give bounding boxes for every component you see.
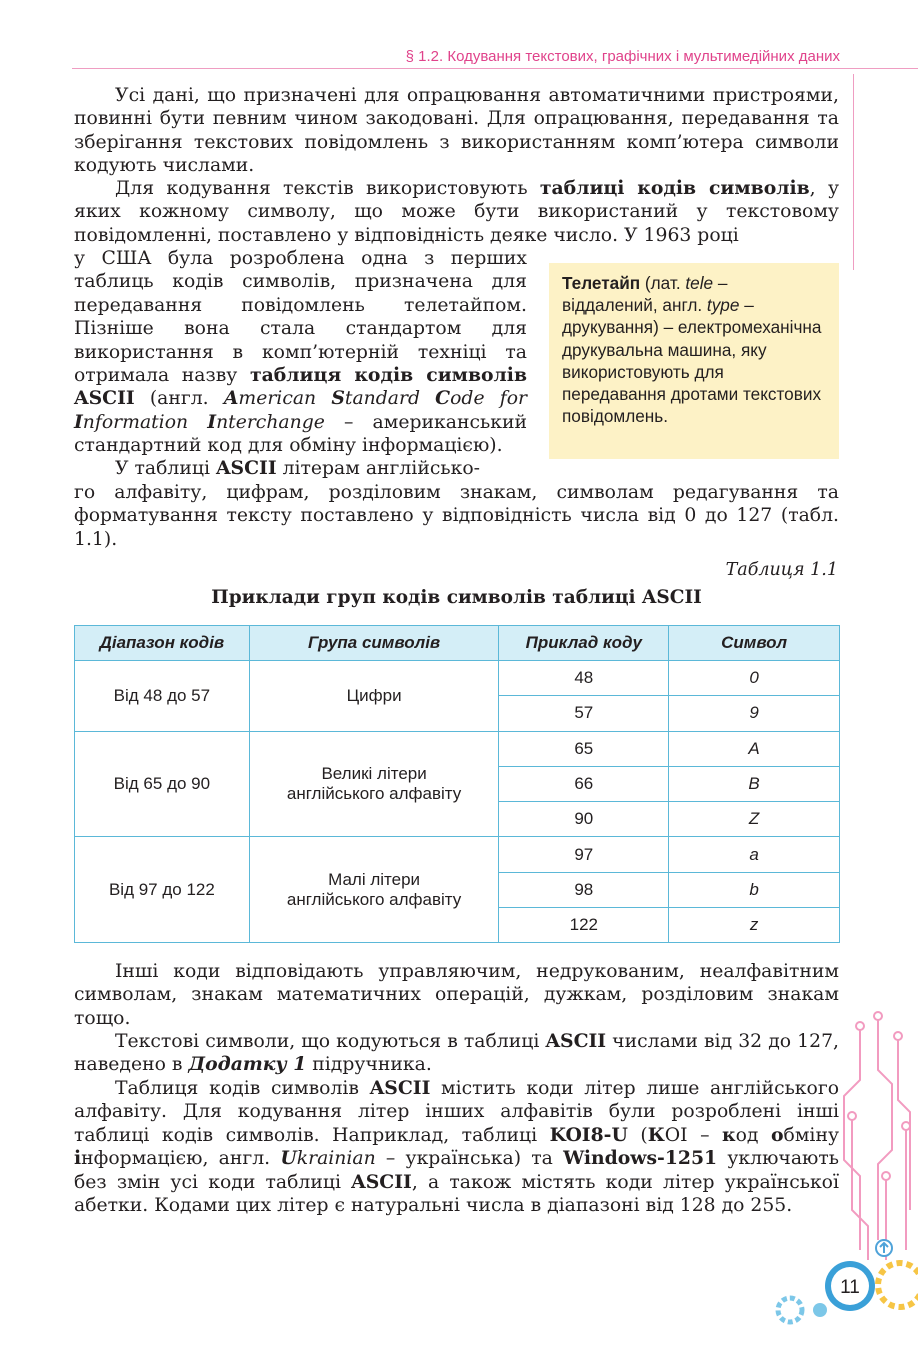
range-cell: Від 97 до 122 xyxy=(75,837,250,943)
group-cell xyxy=(249,731,499,837)
symbol-cell: 0 xyxy=(669,661,840,696)
teletype-note xyxy=(549,263,839,459)
range-cell: Від 48 до 57 xyxy=(75,661,250,732)
code-cell: 66 xyxy=(499,766,669,801)
text: – друкування) – електромеханічна друкувальна машина, яку використовують для передавання дротами текстових повідомлень. xyxy=(562,295,822,427)
term-windows-1251: Windows-1251 xyxy=(563,1147,718,1170)
text: – віддалений, англ. xyxy=(562,273,728,316)
term-code-tables: таблиці кодів символів xyxy=(539,177,810,199)
initial: к xyxy=(722,1123,736,1146)
text: числами від 32 до 127, наведено в xyxy=(74,1031,839,1076)
initial: К xyxy=(647,1123,665,1146)
symbol-cell: A xyxy=(669,731,840,766)
text: , а також містять коди літер української абетки. Кодами цих літер є натуральні числа в діапазоні від 128 до 255. xyxy=(74,1171,839,1217)
table-header-row xyxy=(75,626,840,661)
table-number: Таблиця 1.1 xyxy=(725,560,838,580)
paragraph-intro: Усі дані, що призначені для опрацювання автоматичними пристроями, повинні бути певним чином закодовані. Для опрацювання, передавання та зберігання текстових повідомлень з використанням комп’ютера символи кодують числами. xyxy=(74,85,839,177)
text: ode for xyxy=(450,388,527,410)
symbol-cell: z xyxy=(669,908,840,943)
text: Таблиця кодів символів xyxy=(115,1078,370,1099)
text: – українська) та xyxy=(375,1148,564,1170)
paragraph-appendix xyxy=(74,1030,839,1077)
note-term: Телетайп xyxy=(562,273,641,293)
paragraph-ascii-history xyxy=(74,247,527,458)
term-ascii: ASCII xyxy=(369,1077,431,1099)
text: у США була розроблена одна з перших таблиць кодів символів, призначена для передавання повідомлень телетайпом. Пізніше вона стала стандартом для використання в комп’ютерній техніці та отримала назву xyxy=(74,248,527,387)
term-ascii: таблиця кодів символів ASCII xyxy=(74,364,527,410)
table-title: Приклади груп кодів символів таблиці ASCII xyxy=(211,587,702,608)
range-cell: Від 65 до 90 xyxy=(75,731,250,837)
code-cell: 98 xyxy=(499,872,669,907)
column-header: Символ xyxy=(669,626,840,661)
text: – американський стандартний код для обміну інформацією). xyxy=(74,411,527,457)
code-cell: 48 xyxy=(499,661,669,696)
term-ascii: ASCII xyxy=(351,1170,412,1193)
group-line: англійського алфавіту xyxy=(286,784,462,804)
running-header: § 1.2. Кодування текстових, графічних і мультимедійних даних xyxy=(405,48,840,65)
initial: S xyxy=(331,387,345,410)
table-row xyxy=(75,837,840,872)
appendix-reference: Додатку 1 xyxy=(188,1053,307,1076)
initial: A xyxy=(223,387,239,410)
initial: U xyxy=(280,1147,297,1170)
initial: і xyxy=(74,1147,82,1170)
gear-icon xyxy=(778,1298,802,1322)
paragraph-ascii-range: го алфавіту, цифрам, розділовим знакам, символам редагування та форматування тексту поставлено у відповідність числа від 0 до 127 (табл. 1.1). xyxy=(74,482,839,550)
text: (англ. xyxy=(134,388,224,410)
text: nterchange xyxy=(216,411,325,433)
symbol-cell: B xyxy=(669,766,840,801)
column-header: Група символів xyxy=(249,626,499,661)
table-row xyxy=(75,731,840,766)
code-cell: 65 xyxy=(499,731,669,766)
code-cell: 90 xyxy=(499,802,669,837)
code-cell: 57 xyxy=(499,696,669,731)
column-header: Діапазон кодів xyxy=(75,626,250,661)
text: tele xyxy=(685,273,714,293)
text: merican xyxy=(238,388,332,410)
text: ОІ – xyxy=(664,1124,723,1146)
gear-icon xyxy=(878,1263,918,1307)
term-koi8u: KOI8-U xyxy=(549,1123,628,1146)
group-line: Малі літери xyxy=(328,869,421,889)
code-cell: 97 xyxy=(499,837,669,872)
initial: I xyxy=(74,410,83,433)
ascii-table xyxy=(74,625,840,943)
circuit-lines xyxy=(844,1020,910,1260)
margin-rule xyxy=(853,74,854,270)
text: од xyxy=(735,1124,771,1146)
term-ascii: ASCII xyxy=(215,457,277,479)
circuit-decoration xyxy=(760,1010,918,1360)
text: type xyxy=(706,295,740,316)
text: nformation xyxy=(82,411,208,433)
symbol-cell: b xyxy=(669,872,840,907)
column-header: Приклад коду xyxy=(499,626,669,661)
group-line: англійського алфавіту xyxy=(286,889,462,909)
initial: C xyxy=(435,387,451,410)
text: Для кодування текстів використовують xyxy=(115,178,540,199)
gear-dot xyxy=(813,1303,827,1317)
initial: I xyxy=(207,410,217,433)
text: (лат. xyxy=(640,273,686,293)
group-cell xyxy=(249,837,499,943)
text: бміну xyxy=(783,1124,840,1146)
text: krainian xyxy=(296,1148,376,1170)
term-ascii: ASCII xyxy=(545,1030,607,1052)
page-number: 11 xyxy=(840,1277,860,1298)
group-line: Великі літери xyxy=(321,764,427,784)
text: містить коди літер лише англійського алфавіту. Для кодування літер інших алфавітів були розроблені інші таблиці кодів символів. Наприклад, таблиці xyxy=(74,1078,840,1146)
text: , у яких кожному символу, що може бути використаний у текстовому повідомленні, поставлено у відповідність деяке число. У 1963 році xyxy=(74,178,839,246)
header-rule xyxy=(72,68,918,69)
paragraph-other-codes: Інші коди відповідають управляючим, недрукованим, неалфавітним символам, знакам математичних операцій, дужкам, розділовим знакам тощо. xyxy=(74,961,839,1029)
text: підручника. xyxy=(306,1054,432,1076)
paragraph-ascii-letters xyxy=(74,457,527,480)
symbol-cell: Z xyxy=(669,802,840,837)
text: нформацією, англ. xyxy=(81,1148,281,1170)
group-cell: Цифри xyxy=(249,661,499,732)
code-cell: 122 xyxy=(499,908,669,943)
initial: о xyxy=(770,1123,784,1146)
text: tandard xyxy=(344,388,436,410)
paragraph-code-tables xyxy=(74,177,839,247)
text: У таблиці xyxy=(115,458,216,479)
text: уключають без змін усі коди таблиці xyxy=(74,1148,839,1193)
table-row xyxy=(75,661,840,696)
symbol-cell: 9 xyxy=(669,696,840,731)
symbol-cell: a xyxy=(669,837,840,872)
text: ( xyxy=(627,1124,648,1146)
text: літерам англійсько- xyxy=(276,458,480,479)
text: Текстові символи, що кодуються в таблиці xyxy=(115,1031,546,1052)
paragraph-other-tables xyxy=(74,1077,839,1217)
